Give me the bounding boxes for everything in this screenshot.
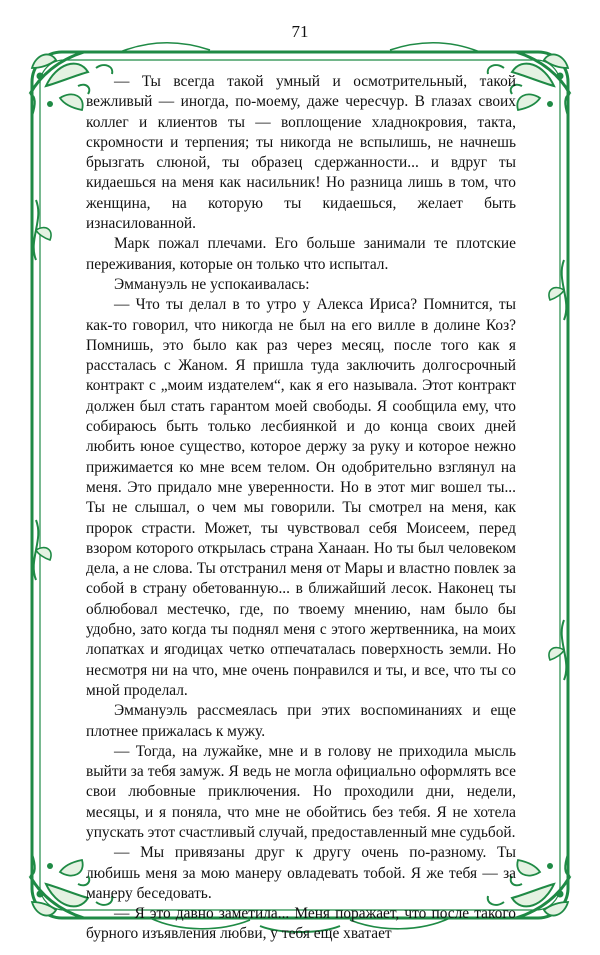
- paragraph-8: — Я это давно заметила... Меня поражает, что после такого бурного изъявления любви, у тебя еще хватает: [86, 905, 516, 943]
- paragraph-6: — Тогда, на лужайке, мне и в голову не приходила мысль выйти за тебя замуж. Я ведь не могла официально оформлять все свои любовные приключения. Но проходили дни, недели, месяцы, и я поняла, что мне не обойтись без тебя. Я не хотела упускать этот счастливый случай, предоставленный мне судьбой.: [86, 742, 516, 841]
- paragraph-3: Эммануэль не успокаивалась:: [114, 275, 310, 293]
- paragraph-1: — Ты всегда такой умный и осмотрительный, такой вежливый — иногда, по-моему, даже чересчур. В глазах своих коллег и клиентов ты — воплощение хладнокровия, такта, скромности и терпения; ты никогда не вспылишь, не начнешь брызгать слюной, ты образец сдержанности... и вдруг ты кидаешься на меня как насильник! Но разница лишь в том, что женщина, на которую ты кидаешься, желает быть изнасилованной.: [86, 73, 516, 233]
- paragraph-4: — Что ты делал в то утро у Алекса Ириса? Помнится, ты как-то говорил, что никогда не был на его вилле в долине Коз? Помнишь, это было как раз через месяц, после того как я рассталась с Жаном. Я пришла туда заключить долгосрочный контракт с „моим издателем“, как я его называла. Этот контракт должен был стать гарантом моей свободы. Я сообщила ему, что собираюсь быть только лесбиянкой и до конца своих дней любить юное существо, которое держу за руку и которое нежно прижимается ко мне всем телом. Он одобрительно взглянул на меня. Это придало мне уверенности. Но в этот миг вошел ты... Ты не слышал, о чем мы говорили. Ты смотрел на меня, как пророк страсти. Может, ты чувствовал себя Моисеем, перед взором которого открылась страна Ханаан. Но ты был человеком дела, а не слова. Ты отстранил меня от Мары и властно повлек за собой в страну обетованную... в ближайший лесок. Наконец ты облюбовал местечко, где, по твоему мнению, нам было бы удобно, зато когда ты поднял меня с этого жертвенника, на моих лопатках и ягодицах четко отпечаталась поверхность земли. Но несмотря ни на что, мне очень понравился и ты, и все, что ты со мной проделал.: [86, 296, 516, 699]
- paragraph-2: Марк пожал плечами. Его больше занимали те плотские переживания, которые он только что испытал.: [86, 235, 516, 273]
- paragraph-5: Эммануэль рассмеялась при этих воспоминаниях и еще плотнее прижалась к мужу.: [86, 702, 516, 740]
- page-number: 71: [291, 22, 309, 41]
- body-text: [86, 72, 516, 945]
- paragraph-7: — Мы привязаны друг к другу очень по-разному. Ты любишь меня за мою манеру овладевать тобой. Я же тебя — за манеру беседовать.: [86, 844, 516, 902]
